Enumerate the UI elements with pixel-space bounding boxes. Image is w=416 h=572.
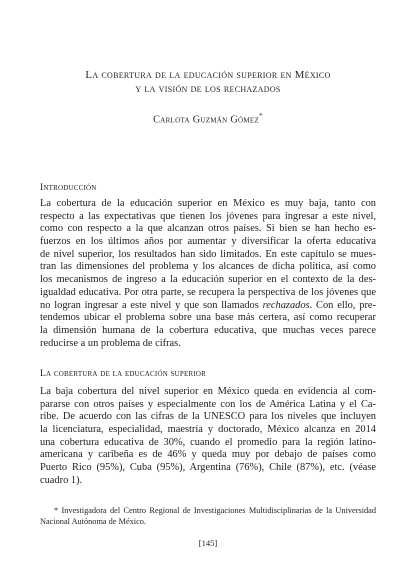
footnote-line: * Investigadora del Centro Regional de Investigaciones Multidisciplinarias de la Universidad xyxy=(54,506,376,515)
text-line: La cobertura de la educación superior en México es muy baja, tanto con xyxy=(40,198,376,209)
text-line: igualdad educativa. Por otra parte, se recupera la perspectiva de los jóvenes que xyxy=(40,286,376,298)
text-line: no logran ingresar a este nivel y que son llamados rechazados. Con ello, pre- xyxy=(40,299,376,311)
section-heading-introduccion: Introducción xyxy=(40,182,97,193)
text-line: fuerzos en los últimos años por aumentar y diversificar la oferta educativa xyxy=(40,236,376,248)
text-line: Puerto Rico (95%), Cuba (95%), Argentina (76%), Chile (87%), etc. (véase xyxy=(40,462,376,474)
text-line: como con respecto a la que alcanzan otros países. Si bien se han hecho es- xyxy=(40,223,376,235)
text-line: la licenciatura, especialidad, maestría y doctorado, México alcanza en 2014 xyxy=(40,424,376,436)
text-line: ribe. De acuerdo con las cifras de la UNESCO para los niveles que incluyen xyxy=(40,411,376,423)
text-line: reducirse a un problema de cifras. xyxy=(40,337,181,349)
text-line: americana y caribeña es de 46% y queda muy por debajo de países como xyxy=(40,449,376,461)
text-line: tran las dimensiones del problema y los alcances de dicha política, así como xyxy=(40,261,376,273)
paragraph-cobertura xyxy=(40,386,376,488)
text-line: una cobertura educativa de 30%, cuando el promedio para la región latino- xyxy=(40,436,376,448)
paragraph-introduccion xyxy=(40,198,376,350)
text-line: tendemos ubicar el problema sobre una base más certera, así como recuperar xyxy=(40,312,376,324)
text-line: de nivel superior, los resultados han sido limitados. En este capítulo se mues- xyxy=(40,248,376,260)
chapter-title-line-2: y la visión de los rechazados xyxy=(135,83,281,95)
footnote-line: Nacional Autónoma de México. xyxy=(40,517,146,526)
footnote xyxy=(40,505,376,527)
chapter-title xyxy=(0,68,416,96)
chapter-title-line-1: La cobertura de la educación superior en México xyxy=(85,69,331,81)
text-line: los mecanismos de ingreso a la educación superior en el contexto de la des- xyxy=(40,274,376,286)
author-footnote-mark: * xyxy=(259,112,263,120)
author-name-text: Carlota Guzmán Gómez xyxy=(153,114,260,126)
text-line: pararse con otros países y especialmente con los de América Latina y el Ca- xyxy=(40,398,376,410)
emphasized-word: rechazados xyxy=(262,299,310,311)
section-heading-cobertura: La cobertura de la educación superior xyxy=(40,368,207,379)
text-line: cuadro 1). xyxy=(40,474,83,486)
text-line: La baja cobertura del nivel superior en México queda en evidencia al com- xyxy=(40,386,376,397)
author-name xyxy=(0,112,416,125)
text-line: la dimensión humana de la cobertura educativa, que muchas veces parece xyxy=(40,324,376,336)
text-line: respecto a las expectativas que tienen los jóvenes para ingresar a este nivel, xyxy=(40,210,376,222)
page-number: [145] xyxy=(198,538,218,548)
